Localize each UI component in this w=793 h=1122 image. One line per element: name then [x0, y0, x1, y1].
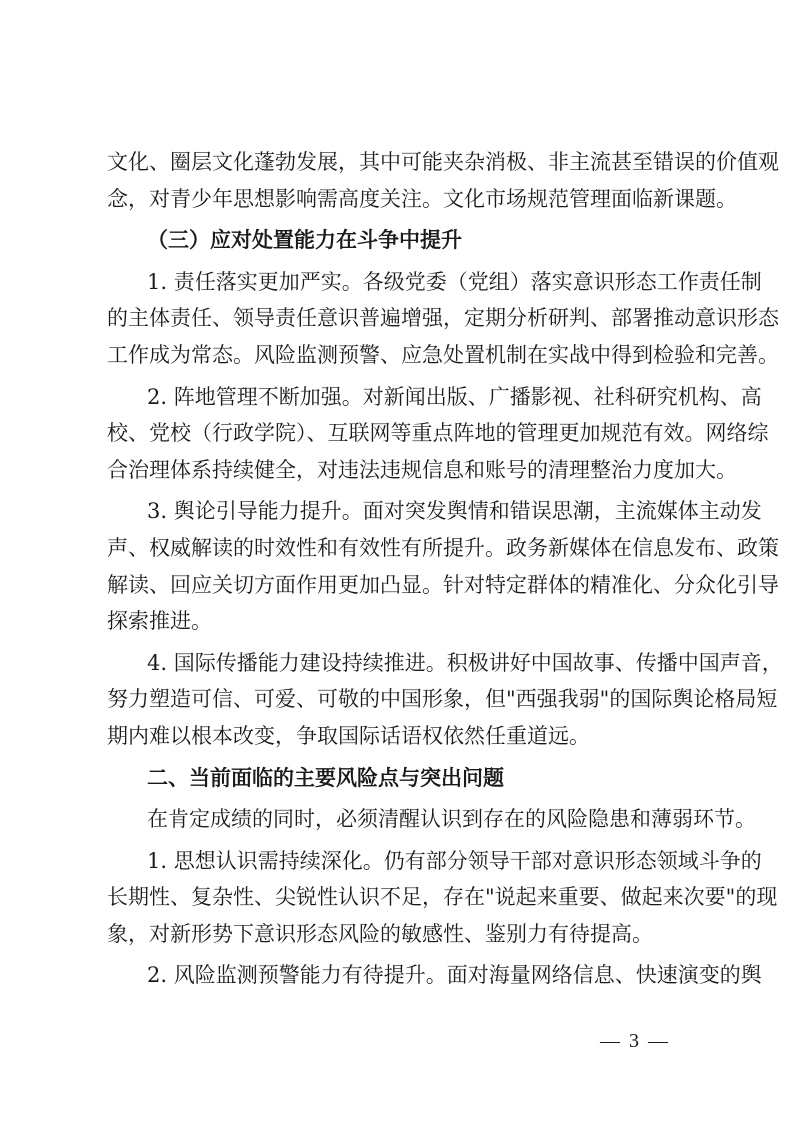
paragraph	[107, 645, 783, 755]
text-line: 探索推进。	[107, 609, 212, 634]
text-line: 努力塑造可信、可爱、可敬的中国形象，但"西强我弱"的国际舆论格局短	[107, 687, 778, 712]
text-line: 3. 舆论引导能力提升。面对突发舆情和错误思潮，主流媒体主动发	[147, 499, 762, 524]
text-line: 长期性、复杂性、尖锐性认识不足，存在"说起来重要、做起来次要"的现	[107, 885, 778, 910]
text-line: 在肯定成绩的同时，必须清醒认识到存在的风险隐患和薄弱环节。	[147, 807, 756, 832]
paragraph	[107, 801, 756, 838]
text-line: 1. 思想认识需持续深化。仍有部分领导干部对意识形态领域斗争的	[147, 848, 762, 873]
paragraph	[107, 493, 779, 639]
paragraph	[107, 264, 779, 374]
text-line: 解读、回应关切方面作用更加凸显。针对特定群体的精准化、分众化引导	[107, 572, 779, 597]
text-line: 文化、圈层文化蓬勃发展，其中可能夹杂消极、非主流甚至错误的价值观	[107, 150, 779, 174]
page-number: — 3 —	[600, 1030, 670, 1052]
paragraph	[107, 843, 778, 953]
text-line: 工作成为常态。风险监测预警、应急处置机制在实战中得到检验和完善。	[107, 342, 779, 367]
document-body	[107, 144, 783, 994]
text-line: 期内难以根本改变，争取国际话语权依然任重道远。	[107, 723, 590, 748]
text-line: 念，对青少年思想影响需高度关注。文化市场规范管理面临新课题。	[107, 186, 737, 211]
paragraph	[107, 379, 769, 489]
text-line: 象，对新形势下意识形态风险的敏感性、鉴别力有待提高。	[107, 921, 653, 946]
text-line: 1. 责任落实更加严实。各级党委（党组）落实意识形态工作责任制	[147, 269, 762, 294]
text-line: 2. 风险监测预警能力有待提升。面对海量网络信息、快速演变的舆	[147, 963, 762, 988]
paragraph	[107, 957, 762, 994]
section-heading	[107, 760, 689, 797]
text-line: 4. 国际传播能力建设持续推进。积极讲好中国故事、传播中国声音，	[147, 650, 783, 675]
text-line: 的主体责任、领导责任意识普遍增强，定期分析研判、部署推动意识形态	[107, 306, 779, 331]
text-line: 校、党校（行政学院）、互联网等重点阵地的管理更加规范有效。网络综	[107, 421, 769, 446]
text-line: （三）应对处置能力在斗争中提升	[147, 227, 462, 253]
text-line: 声、权威解读的时效性和有效性有所提升。政务新媒体在信息发布、政策	[107, 535, 779, 560]
text-line: 2. 阵地管理不断加强。对新闻出版、广播影视、社科研究机构、高	[147, 384, 762, 409]
text-line: 二、当前面临的主要风险点与突出问题	[147, 764, 504, 790]
text-line: 合治理体系持续健全，对违法违规信息和账号的清理整治力度加大。	[107, 457, 737, 482]
paragraph	[107, 144, 779, 217]
subsection-heading	[107, 222, 689, 259]
